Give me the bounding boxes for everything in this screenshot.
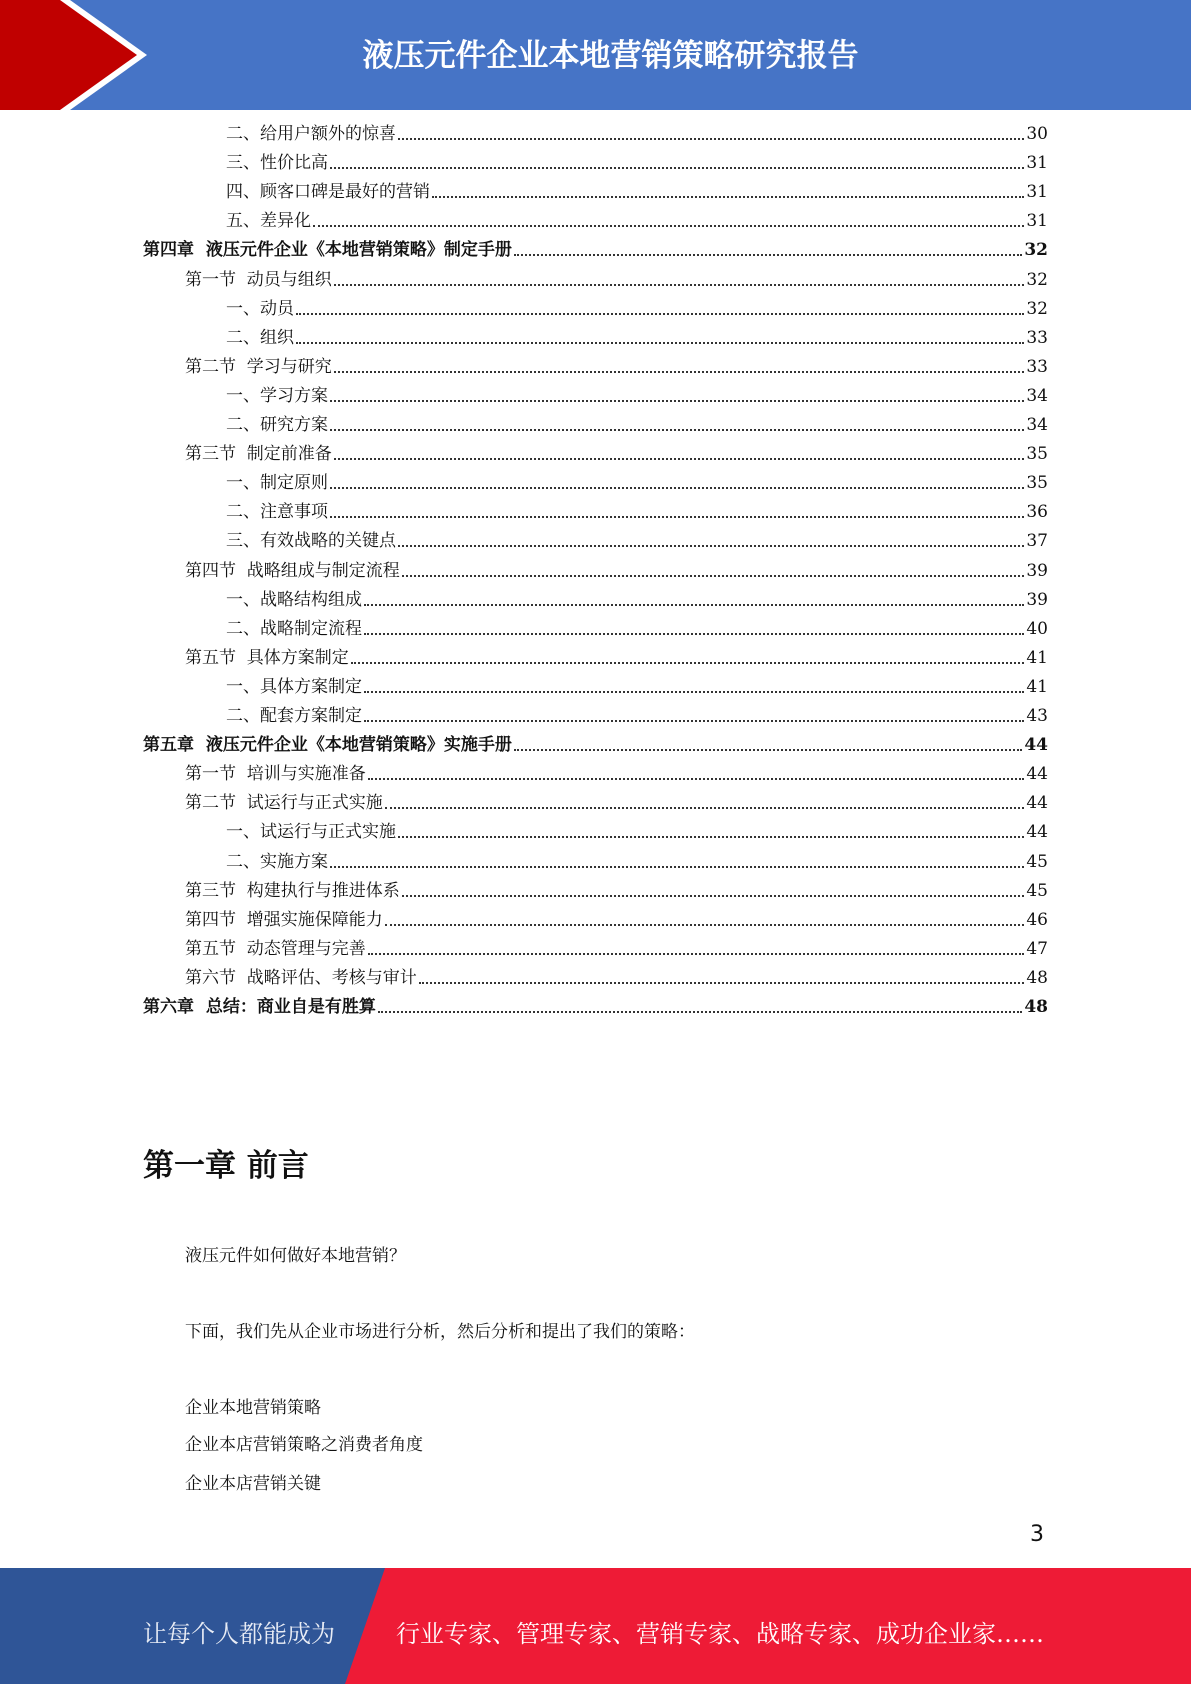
dot-leader xyxy=(419,982,1025,984)
toc-entry[interactable] xyxy=(226,673,1048,697)
dot-leader xyxy=(514,749,1022,751)
toc-page-number: 45 xyxy=(1026,851,1048,872)
toc-entry-label: 第五节 动态管理与完善 xyxy=(185,938,366,959)
page-header xyxy=(0,0,1191,110)
toc-entry-label: 一、试运行与正式实施 xyxy=(226,822,396,843)
toc-entry-label: 一、动员 xyxy=(226,298,294,319)
toc-page-number: 41 xyxy=(1026,676,1048,697)
footer-slogan-right: 行业专家、管理专家、营销专家、战略专家、成功企业家…… xyxy=(396,1620,1044,1648)
dot-leader xyxy=(330,400,1024,402)
toc-entry-label: 二、给用户额外的惊喜 xyxy=(226,124,396,144)
toc-page-number: 30 xyxy=(1026,124,1048,144)
toc-page-number: 45 xyxy=(1026,880,1048,901)
toc-entry[interactable] xyxy=(226,149,1048,173)
toc-entry-label: 第六章 总结：商业自是有胜算 xyxy=(143,997,376,1017)
paragraph: 企业本店营销关键 xyxy=(185,1474,321,1494)
page-number: 3 xyxy=(1030,1522,1044,1547)
toc-entry[interactable] xyxy=(185,789,1048,813)
dot-leader xyxy=(368,778,1025,780)
toc-entry[interactable] xyxy=(185,353,1048,377)
toc-entry[interactable] xyxy=(226,120,1048,144)
toc-entry-label: 二、配套方案制定 xyxy=(226,706,362,726)
toc-page-number: 36 xyxy=(1026,502,1048,523)
toc-entry-label: 第六节 战略评估、考核与审计 xyxy=(185,967,417,988)
toc-page-number: 31 xyxy=(1026,153,1048,174)
toc-entry-label: 第四章 液压元件企业《本地营销策略》制定手册 xyxy=(143,240,512,261)
toc-page-number: 44 xyxy=(1026,822,1048,843)
toc-page-number: 46 xyxy=(1026,909,1048,930)
toc-entry-label: 第二节 试运行与正式实施 xyxy=(185,793,383,814)
toc-page-number: 40 xyxy=(1026,618,1048,639)
toc-entry-label: 一、学习方案 xyxy=(226,385,328,406)
toc-entry[interactable] xyxy=(185,964,1048,988)
toc-page-number: 32 xyxy=(1024,240,1048,261)
dot-leader xyxy=(398,138,1024,140)
toc-entry-label: 二、研究方案 xyxy=(226,415,328,435)
toc-entry-label: 第一节 培训与实施准备 xyxy=(185,764,366,785)
toc-page-number: 34 xyxy=(1026,385,1048,406)
toc-entry[interactable] xyxy=(226,207,1048,231)
dot-leader xyxy=(432,196,1024,198)
toc-page-number: 33 xyxy=(1026,356,1048,377)
toc-entry-label: 第四节 战略组成与制定流程 xyxy=(185,560,400,581)
dot-leader xyxy=(385,924,1025,926)
dot-leader xyxy=(334,371,1025,373)
chapter-heading: 第一章 前言 xyxy=(143,1148,309,1184)
toc-page-number: 44 xyxy=(1024,735,1048,756)
toc-entry[interactable] xyxy=(185,935,1048,959)
toc-entry-label: 第五章 液压元件企业《本地营销策略》实施手册 xyxy=(143,735,512,756)
toc-page-number: 37 xyxy=(1026,531,1048,552)
paragraph: 企业本地营销策略 xyxy=(185,1398,321,1418)
dot-leader xyxy=(402,895,1025,897)
dot-leader xyxy=(330,167,1024,169)
toc-entry[interactable] xyxy=(226,295,1048,319)
toc-entry-label: 第三节 制定前准备 xyxy=(185,444,332,465)
toc-entry[interactable] xyxy=(226,498,1048,522)
toc-page-number: 48 xyxy=(1024,997,1048,1017)
toc-entry[interactable] xyxy=(226,527,1048,551)
footer-slogan-left: 让每个人都能成为 xyxy=(143,1620,335,1648)
toc-entry-label: 第二节 学习与研究 xyxy=(185,356,332,377)
dot-leader xyxy=(368,953,1025,955)
toc-entry-label: 三、有效战略的关键点 xyxy=(226,531,396,552)
toc-entry-label: 二、战略制定流程 xyxy=(226,618,362,639)
toc-entry[interactable] xyxy=(226,382,1048,406)
toc-page-number: 44 xyxy=(1026,793,1048,814)
toc-entry-label: 第三节 构建执行与推进体系 xyxy=(185,880,400,901)
toc-entry[interactable] xyxy=(185,440,1048,464)
toc-page-number: 41 xyxy=(1026,647,1048,668)
toc-entry-label: 二、组织 xyxy=(226,327,294,348)
dot-leader xyxy=(330,516,1024,518)
dot-leader xyxy=(364,720,1024,722)
toc-entry-label: 五、差异化 xyxy=(226,211,311,232)
toc-entry[interactable] xyxy=(185,877,1048,901)
toc-entry-label: 一、具体方案制定 xyxy=(226,676,362,697)
toc-entry[interactable] xyxy=(226,848,1048,872)
paragraph: 下面，我们先从企业市场进行分析，然后分析和提出了我们的策略： xyxy=(185,1322,695,1342)
toc-entry[interactable] xyxy=(185,906,1048,930)
toc-page-number: 43 xyxy=(1026,706,1048,726)
dot-leader xyxy=(296,313,1024,315)
dot-leader xyxy=(351,662,1025,664)
dot-leader xyxy=(330,429,1024,431)
dot-leader xyxy=(398,836,1024,838)
dot-leader xyxy=(514,254,1022,256)
toc-page-number: 31 xyxy=(1026,182,1048,203)
toc-entry[interactable] xyxy=(226,324,1048,348)
toc-page-number: 48 xyxy=(1026,967,1048,988)
dot-leader xyxy=(330,487,1024,489)
dot-leader xyxy=(398,545,1024,547)
toc-entry-label: 四、顾客口碑是最好的营销 xyxy=(226,182,430,203)
toc-page-number: 39 xyxy=(1026,589,1048,610)
toc-entry[interactable] xyxy=(226,615,1048,639)
toc-page-number: 35 xyxy=(1026,444,1048,465)
toc-page-number: 44 xyxy=(1026,764,1048,785)
dot-leader xyxy=(364,604,1024,606)
toc-page-number: 31 xyxy=(1026,211,1048,232)
toc-entry[interactable] xyxy=(185,760,1048,784)
dot-leader xyxy=(313,225,1024,227)
toc-entry[interactable] xyxy=(226,818,1048,842)
toc-page-number: 35 xyxy=(1026,473,1048,494)
dot-leader xyxy=(385,807,1025,809)
toc-entry-label: 第五节 具体方案制定 xyxy=(185,647,349,668)
toc-entry-label: 第一节 动员与组织 xyxy=(185,269,332,290)
toc-entry[interactable] xyxy=(185,557,1048,581)
dot-leader xyxy=(334,458,1025,460)
dot-leader xyxy=(378,1011,1022,1013)
toc-page-number: 39 xyxy=(1026,560,1048,581)
dot-leader xyxy=(330,866,1024,868)
toc-page-number: 32 xyxy=(1026,269,1048,290)
toc-entry[interactable] xyxy=(226,411,1048,435)
toc-entry[interactable] xyxy=(185,644,1048,668)
toc-entry[interactable] xyxy=(226,178,1048,202)
toc-page-number: 33 xyxy=(1026,327,1048,348)
toc-entry[interactable] xyxy=(226,586,1048,610)
toc-entry-label: 三、性价比高 xyxy=(226,153,328,174)
toc-entry[interactable] xyxy=(185,266,1048,290)
toc-entry-label: 一、制定原则 xyxy=(226,473,328,494)
paragraph: 液压元件如何做好本地营销？ xyxy=(185,1246,406,1266)
dot-leader xyxy=(334,284,1025,286)
toc-entry-label: 二、注意事项 xyxy=(226,502,328,523)
toc-page-number: 47 xyxy=(1026,938,1048,959)
toc-entry[interactable] xyxy=(143,993,1048,1017)
toc-entry[interactable] xyxy=(226,702,1048,726)
toc-entry[interactable] xyxy=(143,731,1048,755)
toc-entry[interactable] xyxy=(143,236,1048,260)
toc-entry-label: 二、实施方案 xyxy=(226,851,328,872)
toc-page-number: 34 xyxy=(1026,415,1048,435)
dot-leader xyxy=(402,575,1025,577)
dot-leader xyxy=(364,691,1024,693)
toc-page-number: 32 xyxy=(1026,298,1048,319)
dot-leader xyxy=(296,342,1024,344)
paragraph: 企业本店营销策略之消费者角度 xyxy=(185,1435,423,1455)
dot-leader xyxy=(364,633,1024,635)
report-title: 液压元件企业本地营销策略研究报告 xyxy=(362,38,859,74)
toc-entry[interactable] xyxy=(226,469,1048,493)
toc-entry-label: 一、战略结构组成 xyxy=(226,589,362,610)
toc-entry-label: 第四节 增强实施保障能力 xyxy=(185,909,383,930)
